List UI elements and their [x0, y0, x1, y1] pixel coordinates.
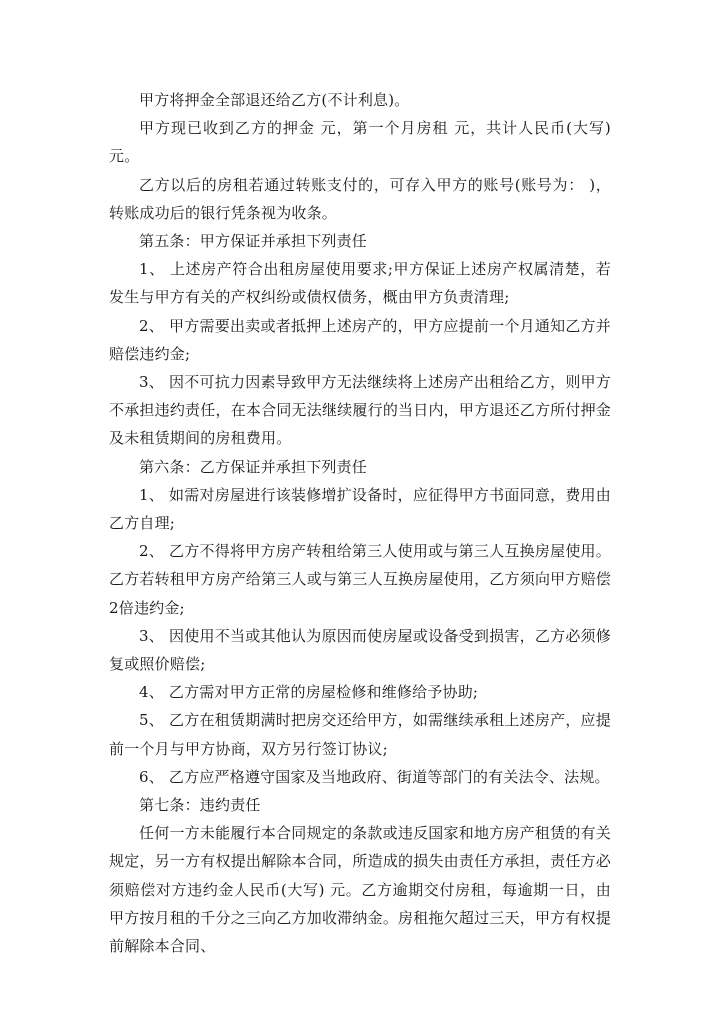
- article-5-item-2: 2、 甲方需要出卖或者抵押上述房产的，甲方应提前一个月通知乙方并赔偿违约金;: [109, 316, 611, 363]
- article-7-heading: 第七条：违约责任: [139, 796, 261, 815]
- paragraph-deposit-received: 甲方现已收到乙方的押金 元，第一个月房租 元，共计人民币(大写) 元。: [109, 119, 611, 166]
- article-7-body: 任何一方未能履行本合同规定的条款或违反国家和地方房产租赁的有关规定，另一方有权提出解除本合同，所造成的损失由责任方承担，责任方必须赔偿对方违约金人民币(大写) 元。乙方逾期交付房租，每逾期一日，由甲方按月租的千分之三向乙方加收滞纳金。房租拖欠超过三天，甲方有权提前解除本合同、: [109, 824, 611, 956]
- article-5-item-1: 1、 上述房产符合出租房屋使用要求;甲方保证上述房产权属清楚，若发生与甲方有关的产权纠纷或债权债务，概由甲方负责清理;: [109, 260, 611, 307]
- article-6-item-3: 3、 因使用不当或其他认为原因而使房屋或设备受到损害，乙方必须修复或照价赔偿;: [109, 626, 611, 674]
- article-5-heading: 第五条：甲方保证并承担下列责任: [139, 232, 368, 251]
- article-6-item-6: 6、 乙方应严格遵守国家及当地政府、街道等部门的有关法令、法规。: [139, 767, 610, 786]
- article-6-heading: 第六条：乙方保证并承担下列责任: [139, 457, 368, 476]
- article-6-item-1: 1、 如需对房屋进行该装修增扩设备时，应征得甲方书面同意，费用由乙方自理;: [109, 485, 611, 533]
- article-6-item-2: 2、 乙方不得将甲方房产转租给第三人使用或与第三人互换房屋使用。乙方若转租甲方房产给第三人或与第三人互换房屋使用，乙方须向甲方赔偿2倍违约金;: [109, 542, 611, 617]
- paragraph-deposit-refund: 甲方将押金全部退还给乙方(不计利息)。: [139, 91, 410, 109]
- document-body: [109, 86, 611, 960]
- paragraph-rent-transfer: 乙方以后的房租若通过转账支付的，可存入甲方的账号(账号为： )，转账成功后的银行凭条视为收条。: [109, 175, 611, 222]
- article-6-item-5: 5、 乙方在租赁期满时把房交还给甲方，如需继续承租上述房产，应提前一个月与甲方协商，双方另行签订协议;: [109, 711, 611, 758]
- article-6-item-4: 4、 乙方需对甲方正常的房屋检修和维修给予协助;: [139, 683, 479, 702]
- article-5-item-3: 3、 因不可抗力因素导致甲方无法继续将上述房产出租给乙方，则甲方不承担违约责任，在本合同无法继续履行的当日内，甲方退还乙方所付押金及未租赁期间的房租费用。: [109, 373, 611, 448]
